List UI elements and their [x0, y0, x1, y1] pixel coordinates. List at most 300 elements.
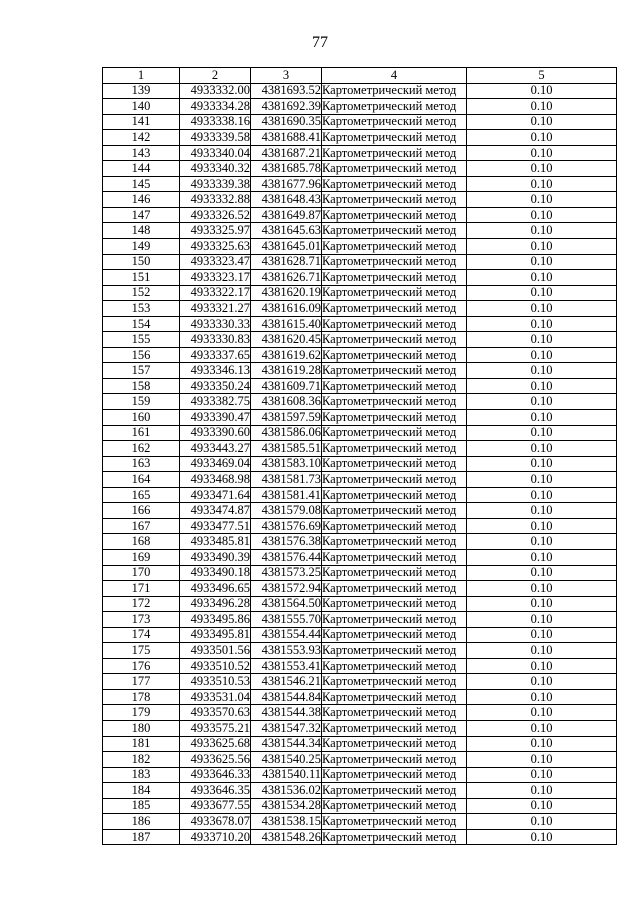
x-coordinate-cell: 4933340.04 — [180, 145, 251, 161]
method-cell: Картометрический метод — [322, 487, 467, 503]
table-row — [103, 332, 617, 348]
x-coordinate-cell: 4933625.68 — [180, 736, 251, 752]
point-number-cell: 141 — [103, 114, 180, 130]
y-coordinate-cell: 4381687.21 — [251, 145, 322, 161]
x-coordinate-cell: 4933323.47 — [180, 254, 251, 270]
accuracy-cell: 0.10 — [467, 767, 617, 783]
y-coordinate-cell: 4381554.44 — [251, 627, 322, 643]
table-row — [103, 239, 617, 255]
point-number-cell: 162 — [103, 441, 180, 457]
y-coordinate-cell: 4381544.84 — [251, 689, 322, 705]
y-coordinate-cell: 4381586.06 — [251, 425, 322, 441]
accuracy-cell: 0.10 — [467, 720, 617, 736]
x-coordinate-cell: 4933334.28 — [180, 99, 251, 115]
y-coordinate-cell: 4381616.09 — [251, 301, 322, 317]
y-coordinate-cell: 4381534.28 — [251, 798, 322, 814]
accuracy-cell: 0.10 — [467, 705, 617, 721]
x-coordinate-cell: 4933646.35 — [180, 783, 251, 799]
y-coordinate-cell: 4381576.69 — [251, 518, 322, 534]
accuracy-cell: 0.10 — [467, 270, 617, 286]
table-row — [103, 674, 617, 690]
header-cell: 5 — [467, 68, 617, 84]
y-coordinate-cell: 4381649.87 — [251, 207, 322, 223]
point-number-cell: 156 — [103, 347, 180, 363]
method-cell: Картометрический метод — [322, 176, 467, 192]
page-number: 77 — [312, 34, 328, 51]
x-coordinate-cell: 4933496.65 — [180, 581, 251, 597]
point-number-cell: 175 — [103, 643, 180, 659]
accuracy-cell: 0.10 — [467, 752, 617, 768]
table-row — [103, 425, 617, 441]
point-number-cell: 145 — [103, 176, 180, 192]
point-number-cell: 147 — [103, 207, 180, 223]
method-cell: Картометрический метод — [322, 658, 467, 674]
point-number-cell: 143 — [103, 145, 180, 161]
accuracy-cell: 0.10 — [467, 487, 617, 503]
method-cell: Картометрический метод — [322, 596, 467, 612]
x-coordinate-cell: 4933350.24 — [180, 378, 251, 394]
y-coordinate-cell: 4381585.51 — [251, 441, 322, 457]
accuracy-cell: 0.10 — [467, 316, 617, 332]
point-number-cell: 159 — [103, 394, 180, 410]
table-row — [103, 689, 617, 705]
method-cell: Картометрический метод — [322, 767, 467, 783]
method-cell: Картометрический метод — [322, 689, 467, 705]
y-coordinate-cell: 4381576.38 — [251, 534, 322, 550]
x-coordinate-cell: 4933332.00 — [180, 83, 251, 99]
accuracy-cell: 0.10 — [467, 285, 617, 301]
table-row — [103, 192, 617, 208]
table-row — [103, 503, 617, 519]
y-coordinate-cell: 4381576.44 — [251, 549, 322, 565]
accuracy-cell: 0.10 — [467, 114, 617, 130]
method-cell: Картометрический метод — [322, 223, 467, 239]
accuracy-cell: 0.10 — [467, 83, 617, 99]
table-row — [103, 814, 617, 830]
method-cell: Картометрический метод — [322, 83, 467, 99]
point-number-cell: 150 — [103, 254, 180, 270]
y-coordinate-cell: 4381620.45 — [251, 332, 322, 348]
y-coordinate-cell: 4381583.10 — [251, 456, 322, 472]
accuracy-cell: 0.10 — [467, 565, 617, 581]
method-cell: Картометрический метод — [322, 456, 467, 472]
method-cell: Картометрический метод — [322, 674, 467, 690]
x-coordinate-cell: 4933322.17 — [180, 285, 251, 301]
method-cell: Картометрический метод — [322, 534, 467, 550]
accuracy-cell: 0.10 — [467, 347, 617, 363]
table-row — [103, 658, 617, 674]
method-cell: Картометрический метод — [322, 549, 467, 565]
table-row — [103, 829, 617, 845]
accuracy-cell: 0.10 — [467, 441, 617, 457]
table-row — [103, 176, 617, 192]
accuracy-cell: 0.10 — [467, 612, 617, 628]
point-number-cell: 177 — [103, 674, 180, 690]
method-cell: Картометрический метод — [322, 441, 467, 457]
accuracy-cell: 0.10 — [467, 783, 617, 799]
method-cell: Картометрический метод — [322, 503, 467, 519]
table-row — [103, 316, 617, 332]
x-coordinate-cell: 4933490.18 — [180, 565, 251, 581]
y-coordinate-cell: 4381693.52 — [251, 83, 322, 99]
table-row — [103, 534, 617, 550]
method-cell: Картометрический метод — [322, 581, 467, 597]
method-cell: Картометрический метод — [322, 394, 467, 410]
x-coordinate-cell: 4933326.52 — [180, 207, 251, 223]
table-row — [103, 720, 617, 736]
method-cell: Картометрический метод — [322, 518, 467, 534]
table-row — [103, 783, 617, 799]
y-coordinate-cell: 4381555.70 — [251, 612, 322, 628]
x-coordinate-cell: 4933321.27 — [180, 301, 251, 317]
y-coordinate-cell: 4381626.71 — [251, 270, 322, 286]
method-cell: Картометрический метод — [322, 161, 467, 177]
method-cell: Картометрический метод — [322, 643, 467, 659]
accuracy-cell: 0.10 — [467, 814, 617, 830]
y-coordinate-cell: 4381597.59 — [251, 410, 322, 426]
accuracy-cell: 0.10 — [467, 223, 617, 239]
point-number-cell: 182 — [103, 752, 180, 768]
accuracy-cell: 0.10 — [467, 161, 617, 177]
y-coordinate-cell: 4381540.25 — [251, 752, 322, 768]
point-number-cell: 160 — [103, 410, 180, 426]
table-row — [103, 596, 617, 612]
y-coordinate-cell: 4381619.28 — [251, 363, 322, 379]
method-cell: Картометрический метод — [322, 347, 467, 363]
point-number-cell: 166 — [103, 503, 180, 519]
point-number-cell: 165 — [103, 487, 180, 503]
x-coordinate-cell: 4933510.53 — [180, 674, 251, 690]
point-number-cell: 144 — [103, 161, 180, 177]
y-coordinate-cell: 4381645.63 — [251, 223, 322, 239]
table-row — [103, 612, 617, 628]
accuracy-cell: 0.10 — [467, 99, 617, 115]
table-row — [103, 254, 617, 270]
accuracy-cell: 0.10 — [467, 332, 617, 348]
accuracy-cell: 0.10 — [467, 534, 617, 550]
x-coordinate-cell: 4933339.58 — [180, 130, 251, 146]
table-row — [103, 223, 617, 239]
point-number-cell: 153 — [103, 301, 180, 317]
accuracy-cell: 0.10 — [467, 176, 617, 192]
y-coordinate-cell: 4381608.36 — [251, 394, 322, 410]
point-number-cell: 148 — [103, 223, 180, 239]
accuracy-cell: 0.10 — [467, 145, 617, 161]
table-row — [103, 114, 617, 130]
point-number-cell: 180 — [103, 720, 180, 736]
point-number-cell: 158 — [103, 378, 180, 394]
accuracy-cell: 0.10 — [467, 736, 617, 752]
x-coordinate-cell: 4933625.56 — [180, 752, 251, 768]
point-number-cell: 185 — [103, 798, 180, 814]
x-coordinate-cell: 4933501.56 — [180, 643, 251, 659]
point-number-cell: 184 — [103, 783, 180, 799]
method-cell: Картометрический метод — [322, 99, 467, 115]
x-coordinate-cell: 4933469.04 — [180, 456, 251, 472]
table-row — [103, 441, 617, 457]
x-coordinate-cell: 4933468.98 — [180, 472, 251, 488]
table-row — [103, 643, 617, 659]
x-coordinate-cell: 4933332.88 — [180, 192, 251, 208]
y-coordinate-cell: 4381564.50 — [251, 596, 322, 612]
x-coordinate-cell: 4933339.38 — [180, 176, 251, 192]
point-number-cell: 142 — [103, 130, 180, 146]
y-coordinate-cell: 4381547.32 — [251, 720, 322, 736]
table-row — [103, 472, 617, 488]
table-row — [103, 394, 617, 410]
accuracy-cell: 0.10 — [467, 798, 617, 814]
method-cell: Картометрический метод — [322, 705, 467, 721]
table-row — [103, 378, 617, 394]
x-coordinate-cell: 4933474.87 — [180, 503, 251, 519]
point-number-cell: 163 — [103, 456, 180, 472]
header-cell: 1 — [103, 68, 180, 84]
table-row — [103, 487, 617, 503]
accuracy-cell: 0.10 — [467, 254, 617, 270]
y-coordinate-cell: 4381573.25 — [251, 565, 322, 581]
x-coordinate-cell: 4933495.86 — [180, 612, 251, 628]
x-coordinate-cell: 4933337.65 — [180, 347, 251, 363]
y-coordinate-cell: 4381619.62 — [251, 347, 322, 363]
y-coordinate-cell: 4381628.71 — [251, 254, 322, 270]
point-number-cell: 179 — [103, 705, 180, 721]
x-coordinate-cell: 4933340.32 — [180, 161, 251, 177]
point-number-cell: 146 — [103, 192, 180, 208]
accuracy-cell: 0.10 — [467, 456, 617, 472]
method-cell: Картометрический метод — [322, 425, 467, 441]
point-number-cell: 178 — [103, 689, 180, 705]
x-coordinate-cell: 4933678.07 — [180, 814, 251, 830]
table-row — [103, 798, 617, 814]
point-number-cell: 151 — [103, 270, 180, 286]
table-body — [103, 83, 617, 845]
point-number-cell: 157 — [103, 363, 180, 379]
accuracy-cell: 0.10 — [467, 239, 617, 255]
method-cell: Картометрический метод — [322, 378, 467, 394]
table-row — [103, 145, 617, 161]
y-coordinate-cell: 4381688.41 — [251, 130, 322, 146]
accuracy-cell: 0.10 — [467, 192, 617, 208]
method-cell: Картометрический метод — [322, 736, 467, 752]
table-row — [103, 347, 617, 363]
method-cell: Картометрический метод — [322, 565, 467, 581]
y-coordinate-cell: 4381685.78 — [251, 161, 322, 177]
y-coordinate-cell: 4381692.39 — [251, 99, 322, 115]
y-coordinate-cell: 4381581.41 — [251, 487, 322, 503]
table-row — [103, 518, 617, 534]
point-number-cell: 172 — [103, 596, 180, 612]
accuracy-cell: 0.10 — [467, 410, 617, 426]
method-cell: Картометрический метод — [322, 270, 467, 286]
y-coordinate-cell: 4381538.15 — [251, 814, 322, 830]
point-number-cell: 171 — [103, 581, 180, 597]
x-coordinate-cell: 4933510.52 — [180, 658, 251, 674]
x-coordinate-cell: 4933677.55 — [180, 798, 251, 814]
point-number-cell: 164 — [103, 472, 180, 488]
table-row — [103, 752, 617, 768]
y-coordinate-cell: 4381572.94 — [251, 581, 322, 597]
point-number-cell: 181 — [103, 736, 180, 752]
x-coordinate-cell: 4933496.28 — [180, 596, 251, 612]
method-cell: Картометрический метод — [322, 114, 467, 130]
point-number-cell: 183 — [103, 767, 180, 783]
table-row — [103, 99, 617, 115]
x-coordinate-cell: 4933531.04 — [180, 689, 251, 705]
accuracy-cell: 0.10 — [467, 363, 617, 379]
method-cell: Картометрический метод — [322, 798, 467, 814]
accuracy-cell: 0.10 — [467, 689, 617, 705]
x-coordinate-cell: 4933390.60 — [180, 425, 251, 441]
method-cell: Картометрический метод — [322, 316, 467, 332]
method-cell: Картометрический метод — [322, 254, 467, 270]
y-coordinate-cell: 4381648.43 — [251, 192, 322, 208]
method-cell: Картометрический метод — [322, 239, 467, 255]
accuracy-cell: 0.10 — [467, 378, 617, 394]
accuracy-cell: 0.10 — [467, 674, 617, 690]
point-number-cell: 186 — [103, 814, 180, 830]
method-cell: Картометрический метод — [322, 814, 467, 830]
method-cell: Картометрический метод — [322, 752, 467, 768]
y-coordinate-cell: 4381540.11 — [251, 767, 322, 783]
x-coordinate-cell: 4933471.64 — [180, 487, 251, 503]
accuracy-cell: 0.10 — [467, 581, 617, 597]
table-row — [103, 83, 617, 99]
x-coordinate-cell: 4933490.39 — [180, 549, 251, 565]
method-cell: Картометрический метод — [322, 145, 467, 161]
y-coordinate-cell: 4381620.19 — [251, 285, 322, 301]
accuracy-cell: 0.10 — [467, 643, 617, 659]
table-row — [103, 301, 617, 317]
header-cell: 2 — [180, 68, 251, 84]
point-number-cell: 174 — [103, 627, 180, 643]
table-row — [103, 161, 617, 177]
method-cell: Картометрический метод — [322, 332, 467, 348]
point-number-cell: 167 — [103, 518, 180, 534]
accuracy-cell: 0.10 — [467, 394, 617, 410]
x-coordinate-cell: 4933330.33 — [180, 316, 251, 332]
method-cell: Картометрический метод — [322, 829, 467, 845]
x-coordinate-cell: 4933382.75 — [180, 394, 251, 410]
accuracy-cell: 0.10 — [467, 829, 617, 845]
x-coordinate-cell: 4933346.13 — [180, 363, 251, 379]
point-number-cell: 139 — [103, 83, 180, 99]
accuracy-cell: 0.10 — [467, 301, 617, 317]
method-cell: Картометрический метод — [322, 472, 467, 488]
x-coordinate-cell: 4933443.27 — [180, 441, 251, 457]
table-row — [103, 285, 617, 301]
table-row — [103, 130, 617, 146]
table-row — [103, 207, 617, 223]
point-number-cell: 187 — [103, 829, 180, 845]
y-coordinate-cell: 4381548.26 — [251, 829, 322, 845]
point-number-cell: 149 — [103, 239, 180, 255]
method-cell: Картометрический метод — [322, 130, 467, 146]
table-row — [103, 767, 617, 783]
y-coordinate-cell: 4381615.40 — [251, 316, 322, 332]
accuracy-cell: 0.10 — [467, 658, 617, 674]
x-coordinate-cell: 4933570.63 — [180, 705, 251, 721]
table-row — [103, 363, 617, 379]
y-coordinate-cell: 4381609.71 — [251, 378, 322, 394]
y-coordinate-cell: 4381536.02 — [251, 783, 322, 799]
method-cell: Картометрический метод — [322, 192, 467, 208]
point-number-cell: 170 — [103, 565, 180, 581]
table-row — [103, 581, 617, 597]
method-cell: Картометрический метод — [322, 301, 467, 317]
accuracy-cell: 0.10 — [467, 472, 617, 488]
table-row — [103, 456, 617, 472]
method-cell: Картометрический метод — [322, 783, 467, 799]
method-cell: Картометрический метод — [322, 410, 467, 426]
y-coordinate-cell: 4381645.01 — [251, 239, 322, 255]
method-cell: Картометрический метод — [322, 627, 467, 643]
method-cell: Картометрический метод — [322, 720, 467, 736]
x-coordinate-cell: 4933338.16 — [180, 114, 251, 130]
x-coordinate-cell: 4933710.20 — [180, 829, 251, 845]
table-row — [103, 565, 617, 581]
y-coordinate-cell: 4381677.96 — [251, 176, 322, 192]
y-coordinate-cell: 4381690.35 — [251, 114, 322, 130]
y-coordinate-cell: 4381581.73 — [251, 472, 322, 488]
accuracy-cell: 0.10 — [467, 130, 617, 146]
x-coordinate-cell: 4933325.63 — [180, 239, 251, 255]
point-number-cell: 140 — [103, 99, 180, 115]
x-coordinate-cell: 4933495.81 — [180, 627, 251, 643]
point-number-cell: 161 — [103, 425, 180, 441]
method-cell: Картометрический метод — [322, 207, 467, 223]
header-row — [103, 68, 617, 84]
table-row — [103, 410, 617, 426]
x-coordinate-cell: 4933477.51 — [180, 518, 251, 534]
y-coordinate-cell: 4381553.93 — [251, 643, 322, 659]
accuracy-cell: 0.10 — [467, 518, 617, 534]
table-row — [103, 270, 617, 286]
point-number-cell: 155 — [103, 332, 180, 348]
y-coordinate-cell: 4381579.08 — [251, 503, 322, 519]
table-row — [103, 705, 617, 721]
point-number-cell: 169 — [103, 549, 180, 565]
point-number-cell: 168 — [103, 534, 180, 550]
method-cell: Картометрический метод — [322, 612, 467, 628]
table-row — [103, 627, 617, 643]
accuracy-cell: 0.10 — [467, 596, 617, 612]
x-coordinate-cell: 4933330.83 — [180, 332, 251, 348]
accuracy-cell: 0.10 — [467, 207, 617, 223]
y-coordinate-cell: 4381544.38 — [251, 705, 322, 721]
x-coordinate-cell: 4933325.97 — [180, 223, 251, 239]
y-coordinate-cell: 4381546.21 — [251, 674, 322, 690]
point-number-cell: 152 — [103, 285, 180, 301]
method-cell: Картометрический метод — [322, 285, 467, 301]
x-coordinate-cell: 4933575.21 — [180, 720, 251, 736]
table-row — [103, 736, 617, 752]
accuracy-cell: 0.10 — [467, 549, 617, 565]
accuracy-cell: 0.10 — [467, 627, 617, 643]
x-coordinate-cell: 4933323.17 — [180, 270, 251, 286]
point-number-cell: 176 — [103, 658, 180, 674]
header-cell: 3 — [251, 68, 322, 84]
accuracy-cell: 0.10 — [467, 503, 617, 519]
x-coordinate-cell: 4933646.33 — [180, 767, 251, 783]
point-number-cell: 173 — [103, 612, 180, 628]
coordinates-table — [102, 67, 617, 845]
y-coordinate-cell: 4381553.41 — [251, 658, 322, 674]
y-coordinate-cell: 4381544.34 — [251, 736, 322, 752]
table-row — [103, 549, 617, 565]
x-coordinate-cell: 4933485.81 — [180, 534, 251, 550]
x-coordinate-cell: 4933390.47 — [180, 410, 251, 426]
method-cell: Картометрический метод — [322, 363, 467, 379]
